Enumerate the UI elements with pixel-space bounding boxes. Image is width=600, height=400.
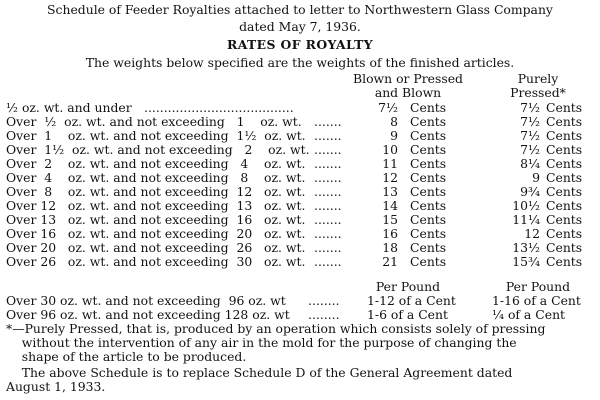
subtitle: The weights below specified are the weights of the finished articles. bbox=[85, 55, 515, 70]
blown-rate-unit: Cents bbox=[410, 240, 447, 255]
leader-dots: ........ bbox=[308, 293, 340, 308]
pressed-rate-value: 15¾ bbox=[512, 254, 540, 269]
blown-rate-value: 10 bbox=[382, 142, 398, 157]
blown-rate-value: 9 bbox=[390, 128, 398, 143]
blown-rate-value: 13 bbox=[382, 184, 398, 199]
pressed-rate-value: 1-16 of a Cent bbox=[492, 293, 581, 308]
pressed-rate-value: 7½ bbox=[520, 142, 540, 157]
blown-rate-value: 15 bbox=[382, 212, 398, 227]
pressed-rate-value: 8¼ bbox=[520, 156, 540, 171]
blown-rate-value: 1-6 of a Cent bbox=[367, 307, 448, 322]
footnote-line: without the intervention of any air in the mold for the purpose of changing the bbox=[6, 335, 517, 350]
pressed-rate-value: 7½ bbox=[520, 128, 540, 143]
weight-range: Over 12 oz. wt. and not exceeding 13 oz. wt. bbox=[6, 198, 306, 213]
weight-range: Over 30 oz. wt. and not exceeding 96 oz. wt bbox=[6, 293, 286, 308]
weight-range: Over 1½ oz. wt. and not exceeding 2 oz. wt. bbox=[6, 142, 310, 157]
table-row bbox=[6, 143, 596, 156]
pressed-rate-unit: Cents bbox=[546, 212, 583, 227]
table-row bbox=[6, 255, 596, 268]
pressed-rate-value: 9 bbox=[532, 170, 540, 185]
pressed-rate-value: 13½ bbox=[512, 240, 540, 255]
pressed-rate-value: 7½ bbox=[520, 114, 540, 129]
per-pound-header-blown: Per Pound bbox=[375, 279, 441, 294]
blown-rate-value: 7½ bbox=[378, 100, 398, 115]
intro-line: Schedule of Feeder Royalties attached to letter to Northwestern Glass Company bbox=[47, 2, 553, 17]
blown-header-line-2: and Blown bbox=[374, 85, 442, 100]
blown-rate-unit: Cents bbox=[410, 184, 447, 199]
table-row bbox=[6, 213, 596, 226]
table-row bbox=[6, 101, 596, 114]
weight-range: Over ½ oz. wt. and not exceeding 1 oz. wt. bbox=[6, 114, 302, 129]
table-row bbox=[6, 115, 596, 128]
table-row bbox=[6, 308, 596, 321]
document-title: RATES OF ROYALTY bbox=[227, 37, 373, 52]
weight-range: Over 2 oz. wt. and not exceeding 4 oz. wt. bbox=[6, 156, 306, 171]
pressed-rate-unit: Cents bbox=[546, 100, 583, 115]
leader-dots: ........ bbox=[308, 307, 340, 322]
pressed-header-line-2: Pressed* bbox=[510, 85, 566, 100]
leader-dots: ....... bbox=[314, 114, 342, 129]
pressed-rate-value: 12 bbox=[524, 226, 540, 241]
table-row bbox=[6, 227, 596, 240]
weight-range: Over 13 oz. wt. and not exceeding 16 oz. wt. bbox=[6, 212, 306, 227]
table-row bbox=[6, 185, 596, 198]
weight-range: Over 26 oz. wt. and not exceeding 30 oz. wt. bbox=[6, 254, 306, 269]
table-row bbox=[6, 199, 596, 212]
blown-rate-value: 18 bbox=[382, 240, 398, 255]
leader-dots: ....... bbox=[314, 156, 342, 171]
weight-range: Over 4 oz. wt. and not exceeding 8 oz. wt. bbox=[6, 170, 306, 185]
blown-rate-value: 16 bbox=[382, 226, 398, 241]
pressed-rate-value: 11¼ bbox=[512, 212, 540, 227]
closing-line: August 1, 1933. bbox=[6, 379, 106, 394]
weight-range: Over 16 oz. wt. and not exceeding 20 oz. wt. bbox=[6, 226, 306, 241]
blown-rate-unit: Cents bbox=[410, 114, 447, 129]
blown-rate-value: 14 bbox=[382, 198, 398, 213]
footnote-line: shape of the article to be produced. bbox=[6, 349, 247, 364]
table-row bbox=[6, 171, 596, 184]
blown-rate-unit: Cents bbox=[410, 198, 447, 213]
pressed-rate-unit: Cents bbox=[546, 156, 583, 171]
blown-rate-value: 11 bbox=[382, 156, 398, 171]
pressed-rate-unit: Cents bbox=[546, 184, 583, 199]
leader-dots: ....... bbox=[314, 128, 342, 143]
table-row bbox=[6, 294, 596, 307]
blown-rate-unit: Cents bbox=[410, 100, 447, 115]
table-row bbox=[6, 157, 596, 170]
leader-dots: ....... bbox=[314, 240, 342, 255]
weight-range: Over 1 oz. wt. and not exceeding 1½ oz. wt. bbox=[6, 128, 306, 143]
pressed-rate-unit: Cents bbox=[546, 170, 583, 185]
blown-rate-unit: Cents bbox=[410, 156, 447, 171]
leader-dots: ....... bbox=[314, 226, 342, 241]
date-line: dated May 7, 1936. bbox=[239, 19, 361, 34]
leader-dots: ....... bbox=[314, 212, 342, 227]
pressed-rate-value: 7½ bbox=[520, 100, 540, 115]
pressed-rate-value: 9¾ bbox=[520, 184, 540, 199]
blown-rate-unit: Cents bbox=[410, 226, 447, 241]
pressed-rate-unit: Cents bbox=[546, 128, 583, 143]
blown-rate-unit: Cents bbox=[410, 142, 447, 157]
blown-rate-unit: Cents bbox=[410, 170, 447, 185]
pressed-rate-unit: Cents bbox=[546, 142, 583, 157]
blown-rate-unit: Cents bbox=[410, 212, 447, 227]
footnote-line: *—Purely Pressed, that is, produced by an operation which consists solely of pressing bbox=[6, 321, 546, 336]
blown-rate-value: 21 bbox=[382, 254, 398, 269]
weight-range: Over 8 oz. wt. and not exceeding 12 oz. wt. bbox=[6, 184, 306, 199]
pressed-rate-unit: Cents bbox=[546, 114, 583, 129]
weight-range: Over 96 oz. wt. and not exceeding 128 oz. wt bbox=[6, 307, 290, 322]
leader-dots: ....... bbox=[314, 170, 342, 185]
table-row bbox=[6, 241, 596, 254]
blown-header-line-1: Blown or Pressed bbox=[353, 71, 463, 86]
weight-range: ½ oz. wt. and under bbox=[6, 100, 132, 115]
blown-rate-value: 1-12 of a Cent bbox=[367, 293, 456, 308]
pressed-rate-unit: Cents bbox=[546, 240, 583, 255]
blown-rate-value: 12 bbox=[382, 170, 398, 185]
leader-dots: ...................................... bbox=[144, 100, 294, 115]
leader-dots: ....... bbox=[314, 254, 342, 269]
pressed-rate-value: 10½ bbox=[512, 198, 540, 213]
pressed-rate-unit: Cents bbox=[546, 198, 583, 213]
weight-range: Over 20 oz. wt. and not exceeding 26 oz. wt. bbox=[6, 240, 306, 255]
table-row bbox=[6, 129, 596, 142]
leader-dots: ....... bbox=[314, 142, 342, 157]
blown-rate-unit: Cents bbox=[410, 128, 447, 143]
leader-dots: ....... bbox=[314, 198, 342, 213]
leader-dots: ....... bbox=[314, 184, 342, 199]
closing-line: The above Schedule is to replace Schedule D of the General Agreement dated bbox=[6, 365, 513, 380]
blown-rate-unit: Cents bbox=[410, 254, 447, 269]
pressed-rate-value: ¼ of a Cent bbox=[492, 307, 566, 322]
pressed-rate-unit: Cents bbox=[546, 226, 583, 241]
pressed-header-line-1: Purely bbox=[517, 71, 559, 86]
blown-rate-value: 8 bbox=[390, 114, 398, 129]
per-pound-header-pressed: Per Pound bbox=[505, 279, 571, 294]
pressed-rate-unit: Cents bbox=[546, 254, 583, 269]
